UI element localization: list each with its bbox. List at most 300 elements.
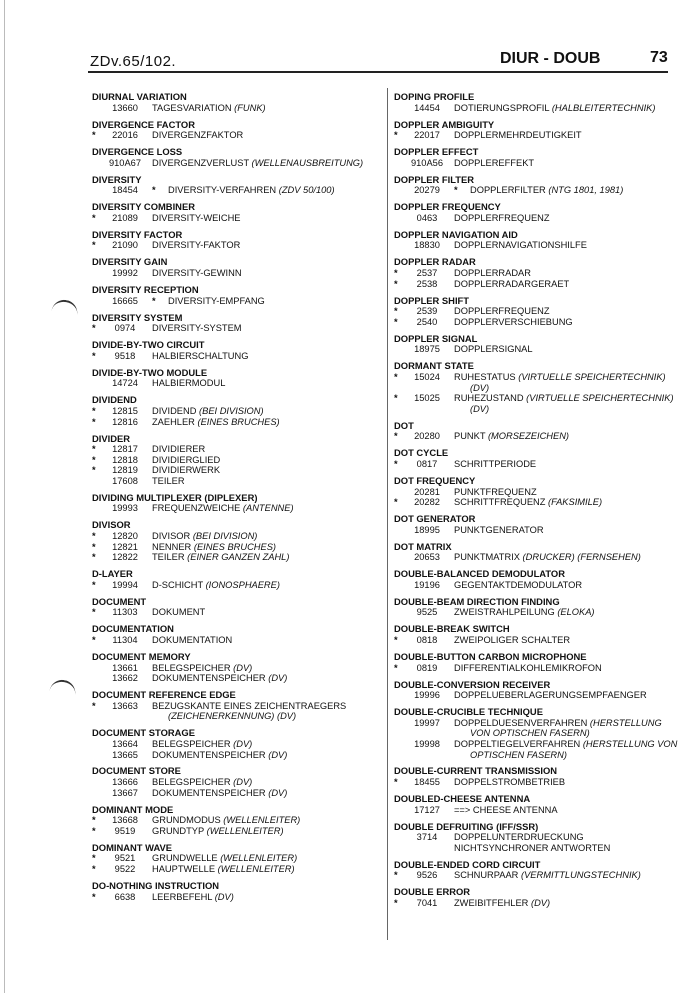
- continuation-line: [394, 728, 689, 739]
- entry-number: 13665: [112, 749, 138, 760]
- translation-line: [92, 607, 382, 618]
- header-rule: [88, 71, 668, 73]
- translation-line: [92, 503, 382, 514]
- entry-term: DOCUMENTATION: [92, 623, 174, 635]
- translation-line: [92, 788, 382, 799]
- translation-text: [470, 185, 623, 196]
- translation-text: [454, 306, 550, 317]
- dictionary-entry: [92, 395, 382, 427]
- entry-number: 13663: [112, 700, 138, 711]
- entry-number: 18830: [414, 240, 440, 251]
- translation-term: GRUNDMODUS: [152, 815, 221, 826]
- dictionary-entry: [394, 202, 689, 223]
- usage-note: (BEI DIVISION): [192, 531, 258, 542]
- dictionary-entry: [394, 120, 689, 141]
- entry-number: 13668: [112, 815, 138, 826]
- translation-line: [92, 130, 382, 141]
- entry-number: 19196: [414, 579, 440, 590]
- dictionary-entry: [394, 822, 689, 854]
- entry-term: DOT: [394, 419, 414, 431]
- translation-text: [152, 788, 287, 799]
- entry-term: DOMINANT MODE: [92, 803, 174, 815]
- usage-note: (DV): [233, 738, 253, 749]
- translation-text: [454, 130, 582, 141]
- dictionary-entry: [92, 202, 382, 223]
- right-column: [394, 92, 689, 915]
- entry-number: 19992: [112, 268, 138, 279]
- asterisk-marker: *: [152, 295, 156, 306]
- asterisk-marker: *: [92, 350, 96, 361]
- entry-term: DIVERSITY: [92, 173, 142, 185]
- dictionary-entry: [92, 597, 382, 618]
- dictionary-entry: [394, 707, 689, 760]
- dictionary-entry: [92, 368, 382, 389]
- translation-term: DOKUMENTENSPEICHER: [152, 787, 266, 798]
- entry-number: 0819: [416, 662, 438, 673]
- continuation-text: NICHTSYNCHRONER ANTWORTEN: [454, 842, 611, 853]
- entry-number: 3714: [416, 832, 438, 843]
- translation-text: [454, 158, 534, 169]
- usage-note: (EINES BRUCHES): [193, 541, 276, 552]
- asterisk-marker: *: [92, 130, 96, 141]
- usage-note: (FAKSIMILE): [548, 497, 603, 508]
- entry-number: 21090: [112, 240, 138, 251]
- translation-text: [152, 673, 287, 684]
- translation-text: [152, 417, 280, 428]
- translation-term: PUNKTGENERATOR: [454, 524, 544, 535]
- entry-number: 20279: [414, 185, 440, 196]
- dictionary-entry: [394, 514, 689, 535]
- asterisk-marker: *: [394, 497, 398, 508]
- translation-term: GRUNDWELLE: [152, 853, 218, 864]
- translation-text: [454, 718, 662, 729]
- page-number: 73: [650, 49, 668, 66]
- translation-text: [168, 185, 335, 196]
- dictionary-entry: [394, 652, 689, 673]
- translation-term: DOPPELUEBERLAGERUNGSEMPFAENGER: [454, 690, 647, 701]
- translation-line: [394, 487, 689, 498]
- entry-number: 0817: [416, 458, 438, 469]
- dictionary-entry: [92, 92, 382, 113]
- translation-line: [92, 815, 382, 826]
- continuation-text: OPTISCHEN FASERN): [470, 749, 567, 760]
- translation-line: [92, 864, 382, 875]
- usage-note: (WELLENLEITER): [223, 815, 301, 826]
- continuation-line: [394, 383, 689, 394]
- dictionary-entry: [92, 340, 382, 361]
- asterisk-marker: *: [92, 405, 96, 416]
- entry-number: 15024: [414, 371, 440, 382]
- translation-term: DIVIDIERWERK: [152, 465, 221, 476]
- translation-line: [92, 673, 382, 684]
- usage-note: (EINER GANZEN ZAHL): [187, 552, 290, 563]
- usage-note: (ZDV 50/100): [278, 185, 335, 196]
- translation-term: PUNKT: [454, 431, 486, 442]
- dictionary-entry: [92, 652, 382, 684]
- asterisk-marker: *: [394, 431, 398, 442]
- usage-note: (HERSTELLUNG VON: [582, 738, 678, 749]
- translation-line: [92, 635, 382, 646]
- entry-number: 11304: [112, 634, 138, 645]
- translation-text: [152, 103, 266, 114]
- entry-term: DIVIDEND: [92, 394, 137, 406]
- translation-text: [454, 898, 550, 909]
- translation-line: [92, 158, 382, 169]
- translation-term: PUNKTMATRIX: [454, 552, 520, 563]
- translation-term: ZWEIBITFEHLER: [454, 897, 529, 908]
- usage-note: (ANTENNE): [242, 503, 294, 514]
- usage-note: (NTG 1801, 1981): [548, 185, 624, 196]
- dictionary-entry: [394, 257, 689, 289]
- entry-term: DOUBLE-BEAM DIRECTION FINDING: [394, 595, 560, 607]
- dictionary-entry: [92, 520, 382, 562]
- entry-number: 9522: [114, 864, 136, 875]
- translation-text: [152, 476, 185, 487]
- entry-number: 9525: [416, 607, 438, 618]
- entry-number: 18975: [414, 344, 440, 355]
- translation-text: [152, 580, 280, 591]
- entry-term: DOUBLE-BREAK SWITCH: [394, 623, 510, 635]
- translation-line: [92, 323, 382, 334]
- asterisk-marker: *: [394, 130, 398, 141]
- entry-term: DOUBLE ERROR: [394, 886, 471, 898]
- translation-line: [394, 268, 689, 279]
- usage-note: (VERMITTLUNGSTECHNIK): [521, 870, 641, 881]
- entry-number: 20281: [414, 486, 440, 497]
- continuation-text: (DV): [470, 382, 490, 393]
- translation-text: [152, 531, 257, 542]
- dictionary-entry: [394, 147, 689, 168]
- usage-note: (WELLENLEITER): [220, 853, 298, 864]
- translation-line: [394, 306, 689, 317]
- asterisk-marker: *: [92, 541, 96, 552]
- dictionary-entry: [92, 120, 382, 141]
- entry-term: DIVERSITY FACTOR: [92, 228, 183, 240]
- entry-number: 0463: [416, 212, 438, 223]
- translation-term: SCHRITTFREQUENZ: [454, 497, 546, 508]
- translation-term: RUHEZUSTAND: [454, 393, 524, 404]
- translation-text: [454, 431, 569, 442]
- translation-term: DOPPELSTROMBETRIEB: [454, 777, 566, 788]
- entry-number: 12821: [112, 541, 138, 552]
- usage-note: (DV): [233, 777, 253, 788]
- translation-term: DOPPELUNTERDRUECKUNG: [454, 832, 584, 843]
- translation-line: [92, 240, 382, 251]
- asterisk-marker: *: [92, 825, 96, 836]
- translation-term: DOPPLERSIGNAL: [454, 344, 533, 355]
- entry-term: DOPPLER SIGNAL: [394, 332, 478, 344]
- translation-term: DOPPLERVERSCHIEBUNG: [454, 316, 573, 327]
- dictionary-entry: [394, 421, 689, 442]
- translation-term: DOPPLERFREQUENZ: [454, 212, 550, 223]
- dictionary-entry: [92, 624, 382, 645]
- dictionary-entry: [394, 860, 689, 881]
- entry-number: 18454: [112, 185, 138, 196]
- translation-line: [92, 701, 382, 712]
- translation-line: [394, 739, 689, 750]
- translation-line: [92, 185, 382, 196]
- translation-line: [394, 525, 689, 536]
- usage-note: (WELLENAUSBREITUNG): [251, 157, 364, 168]
- translation-term: GRUNDTYP: [152, 825, 204, 836]
- translation-line: [394, 240, 689, 251]
- entry-term: DOPING PROFILE: [394, 91, 475, 102]
- entry-term: DOUBLE-ENDED CORD CIRCUIT: [394, 858, 541, 870]
- entry-number: 20282: [414, 497, 440, 508]
- translation-term: SCHNURPAAR: [454, 870, 519, 881]
- asterisk-marker: *: [92, 864, 96, 875]
- entry-number: 2540: [416, 316, 438, 327]
- dictionary-entry: [394, 476, 689, 508]
- translation-line: [92, 750, 382, 761]
- entry-number: 17608: [112, 475, 138, 486]
- asterisk-marker: *: [394, 268, 398, 279]
- translation-term: DIVIDIERGLIED: [152, 454, 221, 465]
- asterisk-marker: *: [92, 531, 96, 542]
- usage-note: (WELLENLEITER): [206, 825, 284, 836]
- translation-line: [394, 690, 689, 701]
- entry-term: DIVIDE-BY-TWO MODULE: [92, 366, 208, 378]
- translation-line: [394, 317, 689, 328]
- translation-term: DOPPLERMEHRDEUTIGKEIT: [454, 130, 582, 141]
- asterisk-marker: *: [394, 371, 398, 382]
- translation-term: HAUPTWELLE: [152, 864, 216, 875]
- asterisk-marker: *: [92, 323, 96, 334]
- translation-text: [454, 832, 584, 843]
- asterisk-marker: *: [92, 212, 96, 223]
- translation-text: [454, 344, 533, 355]
- entry-number: 12815: [112, 405, 138, 416]
- translation-line: [92, 542, 382, 553]
- entry-number: 12816: [112, 416, 138, 427]
- translation-text: [454, 870, 641, 881]
- entry-term: D-LAYER: [92, 568, 133, 580]
- translation-term: DOKUMENTENSPEICHER: [152, 673, 266, 684]
- translation-text: [152, 268, 242, 279]
- translation-term: DOPPLERNAVIGATIONSHILFE: [454, 240, 587, 251]
- entry-term: DOCUMENT REFERENCE EDGE: [92, 689, 236, 701]
- entry-term: DOT CYCLE: [394, 447, 449, 459]
- translation-text: [454, 635, 570, 646]
- translation-text: [454, 279, 569, 290]
- entry-number: 14724: [112, 378, 138, 389]
- translation-text: [152, 455, 220, 466]
- entry-term: DIVERGENCE LOSS: [92, 146, 183, 158]
- asterisk-marker: *: [394, 458, 398, 469]
- asterisk-marker: *: [92, 579, 96, 590]
- entry-number: 6638: [114, 891, 136, 902]
- translation-term: ZWEIPOLIGER SCHALTER: [454, 634, 571, 645]
- translation-text: [152, 864, 295, 875]
- left-column: [92, 92, 382, 909]
- translation-text: [454, 497, 602, 508]
- translation-text: [152, 552, 289, 563]
- entry-number: 13662: [112, 673, 138, 684]
- translation-line: [92, 455, 382, 466]
- translation-line: [394, 393, 689, 404]
- translation-term: D-SCHICHT: [152, 579, 203, 590]
- entry-number: 22016: [112, 130, 138, 141]
- translation-line: [394, 279, 689, 290]
- translation-text: [454, 372, 666, 383]
- translation-line: [394, 718, 689, 729]
- translation-term: DIVIDEND: [152, 405, 197, 416]
- translation-line: [92, 417, 382, 428]
- asterisk-marker: *: [394, 777, 398, 788]
- translation-line: [92, 853, 382, 864]
- translation-text: [152, 739, 252, 750]
- entry-number: 18455: [414, 777, 440, 788]
- translation-line: [92, 296, 382, 307]
- dictionary-entry: [92, 881, 382, 902]
- translation-text: [152, 158, 363, 169]
- entry-number: 7041: [416, 897, 438, 908]
- asterisk-marker: *: [92, 891, 96, 902]
- translation-text: [454, 690, 647, 701]
- entry-term: DOUBLE DEFRUITING (IFF/SSR): [394, 820, 539, 832]
- entry-number: 13666: [112, 777, 138, 788]
- translation-line: [394, 213, 689, 224]
- translation-term: DOPPLERRADARGERAET: [454, 278, 570, 289]
- translation-line: [92, 663, 382, 674]
- translation-line: [394, 832, 689, 843]
- usage-note: (ELOKA): [557, 607, 595, 618]
- translation-line: [394, 431, 689, 442]
- translation-term: DIVERSITY-FAKTOR: [152, 240, 241, 251]
- entry-term: DIURNAL VARIATION: [92, 91, 187, 102]
- translation-line: [92, 580, 382, 591]
- dictionary-entry: [394, 92, 689, 113]
- continuation-line: [92, 711, 382, 722]
- entry-term: DOCUMENT: [92, 595, 147, 607]
- dictionary-entry: [92, 230, 382, 251]
- translation-text: [152, 701, 346, 712]
- translation-term: GEGENTAKTDEMODULATOR: [454, 579, 583, 590]
- page-edge: [4, 0, 5, 993]
- translation-term: ==> CHEESE ANTENNA: [454, 804, 558, 815]
- asterisk-marker: *: [92, 444, 96, 455]
- usage-note: (DRUCKER) (FERNSEHEN): [522, 552, 641, 563]
- entry-number: 13661: [112, 662, 138, 673]
- entry-number: 17127: [414, 804, 440, 815]
- translation-text: [454, 317, 573, 328]
- entry-term: DIVERSITY COMBINER: [92, 201, 195, 213]
- entry-number: 21089: [112, 212, 138, 223]
- entry-term: DOPPLER FILTER: [394, 173, 475, 185]
- translation-text: [454, 459, 536, 470]
- translation-line: [394, 103, 689, 114]
- translation-term: DIVIDIERER: [152, 444, 206, 455]
- translation-line: [394, 158, 689, 169]
- translation-term: BELEGSPEICHER: [152, 777, 231, 788]
- entry-number: 14454: [414, 102, 440, 113]
- dictionary-entry: [394, 334, 689, 355]
- translation-text: [152, 503, 294, 514]
- dictionary-entry: [394, 569, 689, 590]
- translation-text: [454, 103, 655, 114]
- entry-term: DOUBLE-BUTTON CARBON MICROPHONE: [394, 650, 587, 662]
- asterisk-marker: *: [92, 552, 96, 563]
- usage-note: (VIRTUELLE SPEICHERTECHNIK): [518, 371, 666, 382]
- translation-term: HALBIERMODUL: [152, 378, 226, 389]
- dictionary-entry: [394, 794, 689, 815]
- asterisk-marker: *: [152, 185, 156, 196]
- translation-term: DIVERSITY-GEWINN: [152, 268, 242, 279]
- usage-note: (MORSEZEICHEN): [487, 431, 570, 442]
- translation-term: TEILER: [152, 552, 185, 563]
- dictionary-entry: [92, 285, 382, 306]
- translation-line: [92, 444, 382, 455]
- dictionary-entry: [394, 597, 689, 618]
- translation-text: [152, 892, 234, 903]
- translation-line: [394, 497, 689, 508]
- translation-text: [152, 444, 205, 455]
- entry-number: 12817: [112, 444, 138, 455]
- translation-line: [92, 406, 382, 417]
- translation-line: [394, 552, 689, 563]
- translation-text: [152, 351, 248, 362]
- entry-term: DOT MATRIX: [394, 540, 452, 552]
- translation-term: LEERBEFEHL: [152, 891, 213, 902]
- translation-line: [394, 580, 689, 591]
- usage-note: (EINES BRUCHES): [197, 416, 280, 427]
- usage-note: (VIRTUELLE SPEICHERTECHNIK): [526, 393, 674, 404]
- entry-term: DIVISOR: [92, 519, 131, 531]
- entry-term: DOPPLER NAVIGATION AID: [394, 228, 518, 240]
- translation-term: DIVISOR: [152, 531, 191, 542]
- translation-line: [92, 531, 382, 542]
- translation-line: [394, 372, 689, 383]
- translation-line: [92, 777, 382, 788]
- entry-term: DOMINANT WAVE: [92, 841, 173, 853]
- entry-term: DOUBLE-CRUCIBLE TECHNIQUE: [394, 706, 543, 718]
- translation-text: [454, 663, 602, 674]
- asterisk-marker: *: [92, 240, 96, 251]
- entry-number: 13660: [112, 102, 138, 113]
- translation-text: [454, 607, 595, 618]
- translation-line: [92, 826, 382, 837]
- translation-term: DIVERSITY-SYSTEM: [152, 323, 242, 334]
- asterisk-marker: *: [92, 700, 96, 711]
- entry-term: DOT GENERATOR: [394, 513, 476, 525]
- dictionary-entry: [92, 766, 382, 798]
- translation-term: DIVERSITY-VERFAHREN: [168, 185, 277, 196]
- translation-text: [454, 268, 531, 279]
- asterisk-marker: *: [92, 815, 96, 826]
- translation-text: [152, 853, 297, 864]
- entry-number: 16665: [112, 295, 138, 306]
- translation-term: TAGESVARIATION: [152, 102, 232, 113]
- asterisk-marker: *: [92, 454, 96, 465]
- translation-line: [394, 344, 689, 355]
- translation-term: DIVERSITY-WEICHE: [152, 212, 241, 223]
- translation-line: [92, 213, 382, 224]
- page-range-title: DIUR - DOUB: [500, 50, 601, 67]
- translation-text: [152, 378, 225, 389]
- asterisk-marker: *: [394, 634, 398, 645]
- usage-note: (HERSTELLUNG: [589, 717, 662, 728]
- entry-number: 13664: [112, 738, 138, 749]
- entry-term: DIVERGENCE FACTOR: [92, 118, 195, 130]
- entry-number: 11303: [112, 607, 138, 618]
- entry-number: 910A67: [108, 157, 142, 168]
- dictionary-entry: [92, 805, 382, 837]
- entry-term: DOPPLER RADAR: [394, 256, 476, 268]
- translation-term: DOPPLEREFFEKT: [454, 157, 535, 168]
- column-divider: [387, 88, 388, 940]
- asterisk-marker: *: [394, 870, 398, 881]
- entry-term: DOPPLER FREQUENCY: [394, 201, 501, 213]
